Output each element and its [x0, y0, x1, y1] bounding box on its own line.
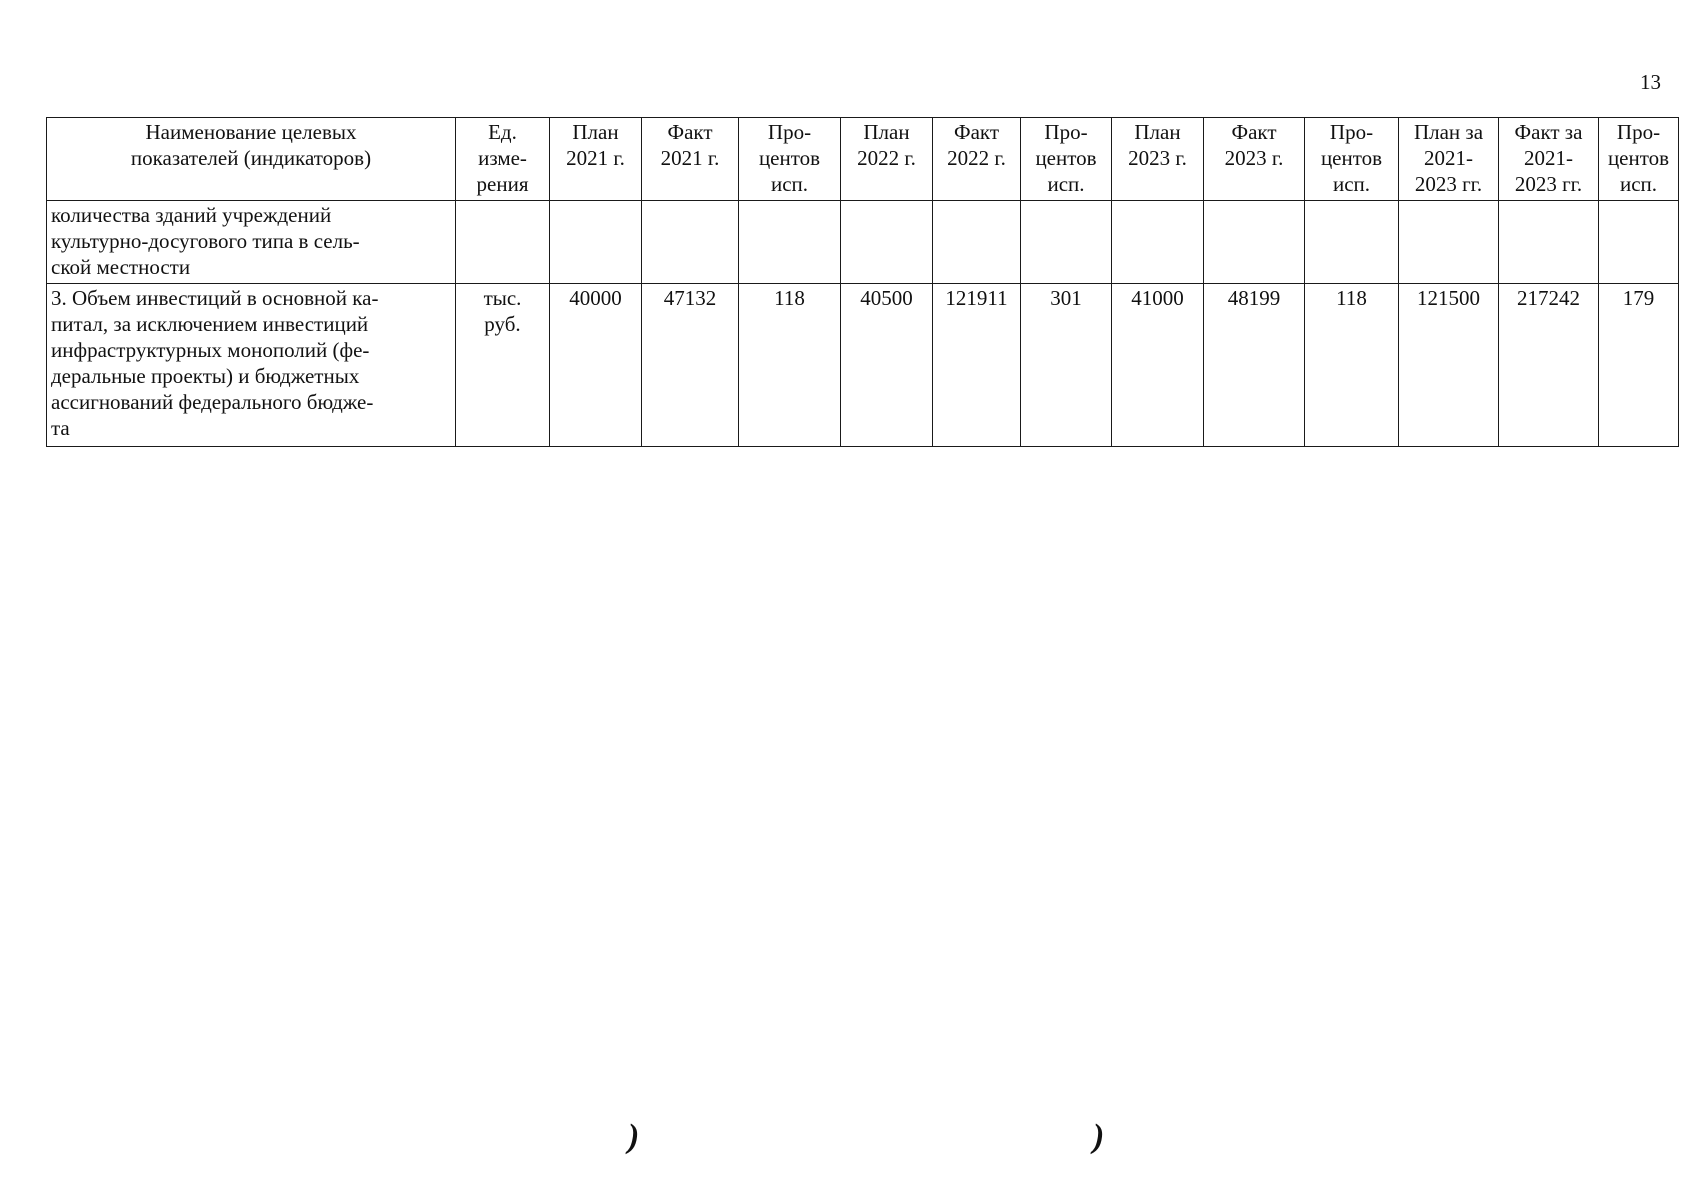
- fact-total-value: 217242: [1499, 284, 1599, 447]
- header-percent-2023: Про- центов исп.: [1305, 118, 1399, 201]
- plan-2023-value: 41000: [1112, 284, 1204, 447]
- header-unit: Ед. изме- рения: [456, 118, 550, 201]
- header-indicator-name: Наименование целевых показателей (индикаторов): [47, 118, 456, 201]
- header-percent-2021: Про- центов исп.: [739, 118, 841, 201]
- indicator-name: 3. Объем инвестиций в основной ка- питал, за исключением инвестиций инфраструктурных монополий (фе- деральные проекты) и бюджетных ассигнований федерального бюдже- та: [47, 284, 456, 447]
- value-cell: [1204, 201, 1305, 284]
- plan-total-value: 121500: [1399, 284, 1499, 447]
- header-percent-total: Про- центов исп.: [1599, 118, 1679, 201]
- bracket-mark: ): [1093, 1118, 1105, 1155]
- indicator-unit: [456, 201, 550, 284]
- header-row: [47, 118, 1679, 201]
- value-cell: [1399, 201, 1499, 284]
- value-cell: [1021, 201, 1112, 284]
- fact-2023-value: 48199: [1204, 284, 1305, 447]
- page-number: 13: [1640, 70, 1661, 94]
- indicator-name: количества зданий учреждений культурно-досугового типа в сель- ской местности: [47, 201, 456, 284]
- value-cell: [933, 201, 1021, 284]
- value-cell: [739, 201, 841, 284]
- value-cell: [841, 201, 933, 284]
- fact-2022-value: 121911: [933, 284, 1021, 447]
- value-cell: [1112, 201, 1204, 284]
- plan-2021-value: 40000: [550, 284, 642, 447]
- header-fact-2021: Факт 2021 г.: [642, 118, 739, 201]
- fact-2021-value: 47132: [642, 284, 739, 447]
- percent-2023-value: 118: [1305, 284, 1399, 447]
- header-plan-2022: План 2022 г.: [841, 118, 933, 201]
- bracket-mark: ): [628, 1118, 640, 1155]
- header-plan-total: План за 2021- 2023 гг.: [1399, 118, 1499, 201]
- header-fact-2022: Факт 2022 г.: [933, 118, 1021, 201]
- table-row: [47, 201, 1679, 284]
- indicator-unit: тыс. руб.: [456, 284, 550, 447]
- indicators-table: [46, 117, 1679, 447]
- percent-2022-value: 301: [1021, 284, 1112, 447]
- header-fact-2023: Факт 2023 г.: [1204, 118, 1305, 201]
- header-plan-2023: План 2023 г.: [1112, 118, 1204, 201]
- value-cell: [1499, 201, 1599, 284]
- table-row: [47, 284, 1679, 447]
- value-cell: [642, 201, 739, 284]
- percent-2021-value: 118: [739, 284, 841, 447]
- header-fact-total: Факт за 2021- 2023 гг.: [1499, 118, 1599, 201]
- value-cell: [1599, 201, 1679, 284]
- value-cell: [550, 201, 642, 284]
- header-plan-2021: План 2021 г.: [550, 118, 642, 201]
- plan-2022-value: 40500: [841, 284, 933, 447]
- percent-total-value: 179: [1599, 284, 1679, 447]
- value-cell: [1305, 201, 1399, 284]
- header-percent-2022: Про- центов исп.: [1021, 118, 1112, 201]
